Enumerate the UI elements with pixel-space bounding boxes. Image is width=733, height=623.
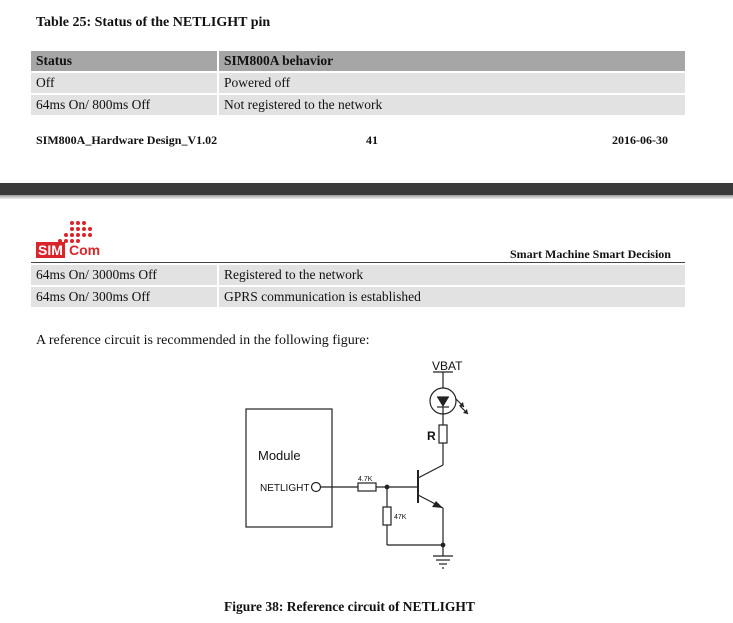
table-title: Table 25: Status of the NETLIGHT pin <box>36 15 271 30</box>
figure-caption: Figure 38: Reference circuit of NETLIGHT <box>224 599 475 614</box>
cell-status: 64ms On/ 300ms Off <box>31 286 218 308</box>
header-behavior: SIM800A behavior <box>218 51 685 72</box>
cell-status: 64ms On/ 3000ms Off <box>31 265 218 286</box>
paragraph: A reference circuit is recommended in the following figure: <box>36 333 370 348</box>
footer-doc-name: SIM800A_Hardware Design_V1.02 <box>36 133 218 147</box>
module-box <box>246 409 332 527</box>
logo-com-text: Com <box>69 242 101 258</box>
netlight-pin <box>312 483 321 492</box>
label-r2: 47K <box>394 514 407 521</box>
label-vbat: VBAT <box>432 359 463 373</box>
label-module: Module <box>258 448 301 463</box>
resistor-47k <box>383 507 391 525</box>
logo-sim-text: SIM <box>38 242 63 258</box>
tagline: Smart Machine Smart Decision <box>510 247 671 261</box>
cell-status: Off <box>31 72 218 94</box>
cell-behavior: Registered to the network <box>218 265 685 286</box>
resistor-r <box>439 425 447 443</box>
label-r1: 4.7K <box>358 476 373 483</box>
resistor-4-7k <box>358 483 376 491</box>
cell-behavior: Powered off <box>218 72 685 94</box>
cell-behavior: GPRS communication is established <box>218 286 685 308</box>
footer-date: 2016-06-30 <box>612 133 668 147</box>
header-status: Status <box>31 51 218 72</box>
label-r: R <box>427 429 436 443</box>
cell-behavior: Not registered to the network <box>218 94 685 116</box>
footer-page-number: 41 <box>366 133 378 147</box>
cell-status: 64ms On/ 800ms Off <box>31 94 218 116</box>
label-netlight: NETLIGHT <box>260 483 310 494</box>
